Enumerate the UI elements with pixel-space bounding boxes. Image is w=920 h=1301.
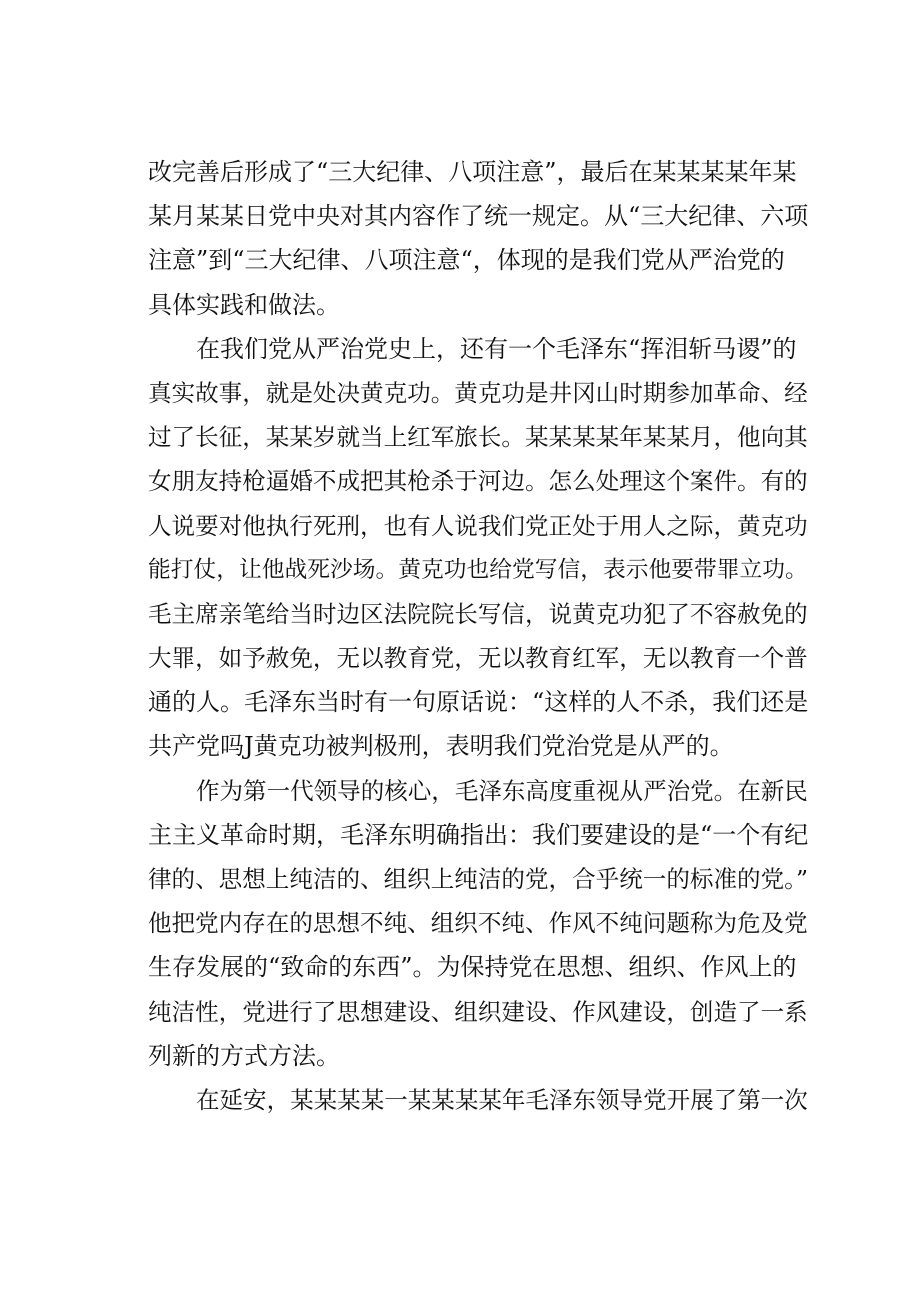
- text-line: 能打仗，让他战死沙场。黄克功也给党写信，表示他要带罪立功。: [148, 556, 808, 583]
- text-line: 纯洁性，党进行了思想建设、组织建设、作风建设，创造了一系: [148, 997, 808, 1026]
- text-line: 某月某某日党中央对其内容作了统一规定。从“三大纪律、六项: [148, 202, 809, 231]
- body-text: [148, 150, 808, 1122]
- text-line: 注意”到“三大纪律、八项注意“，体现的是我们党从严治党的: [148, 246, 785, 275]
- text-line: 生存发展的“致命的东西”。为保持党在思想、组织、作风上的: [148, 953, 797, 982]
- text-line: 毛主席亲笔给当时边区法院院长写信，说黄克功犯了不容赦免的: [148, 599, 808, 628]
- text-line: 大罪，如予赦免，无以教育党，无以教育红军，无以教育一个普: [148, 644, 808, 673]
- paragraph-first-line: 在延安，某某某某一某某某某年毛泽东领导党开展了第一次: [196, 1085, 808, 1114]
- text-line: 共产党吗J黄克功被判极刑，表明我们党治党是从严的。: [148, 732, 734, 761]
- paragraph-first-line: 在我们党从严治党史上，还有一个毛泽东“挥泪斩马谡”的: [196, 334, 797, 363]
- text-line: 他把党内存在的思想不纯、组织不纯、作风不纯问题称为危及党: [148, 909, 808, 938]
- text-line: 改完善后形成了“三大纪律、八项注意”，最后在某某某某年某: [148, 158, 797, 186]
- text-line: 女朋友持枪逼婚不成把其枪杀于河边。怎么处理这个案件。有的: [148, 467, 808, 496]
- paragraph-first-line: 作为第一代领导的核心，毛泽东高度重视从严治党。在新民: [196, 776, 808, 805]
- text-line: 列新的方式方法。: [148, 1041, 340, 1070]
- text-line: 通的人。毛泽东当时有一句原话说：“这样的人不杀，我们还是: [148, 688, 809, 717]
- text-line: 具体实践和做法。: [148, 290, 340, 319]
- text-line: 过了长征，某某岁就当上红军旅长。某某某某年某某月，他向其: [148, 423, 808, 452]
- text-line: 人说要对他执行死刑，也有人说我们党正处于用人之际，黄克功: [148, 511, 808, 540]
- text-line: 律的、思想上纯洁的、组织上纯洁的党，合乎统一的标准的党。”: [148, 865, 809, 893]
- text-line: 真实故事，就是处决黄克功。黄克功是井冈山时期参加革命、经: [148, 378, 808, 407]
- text-line: 主主义革命时期，毛泽东明确指出：我们要建设的是“一个有纪: [148, 820, 809, 849]
